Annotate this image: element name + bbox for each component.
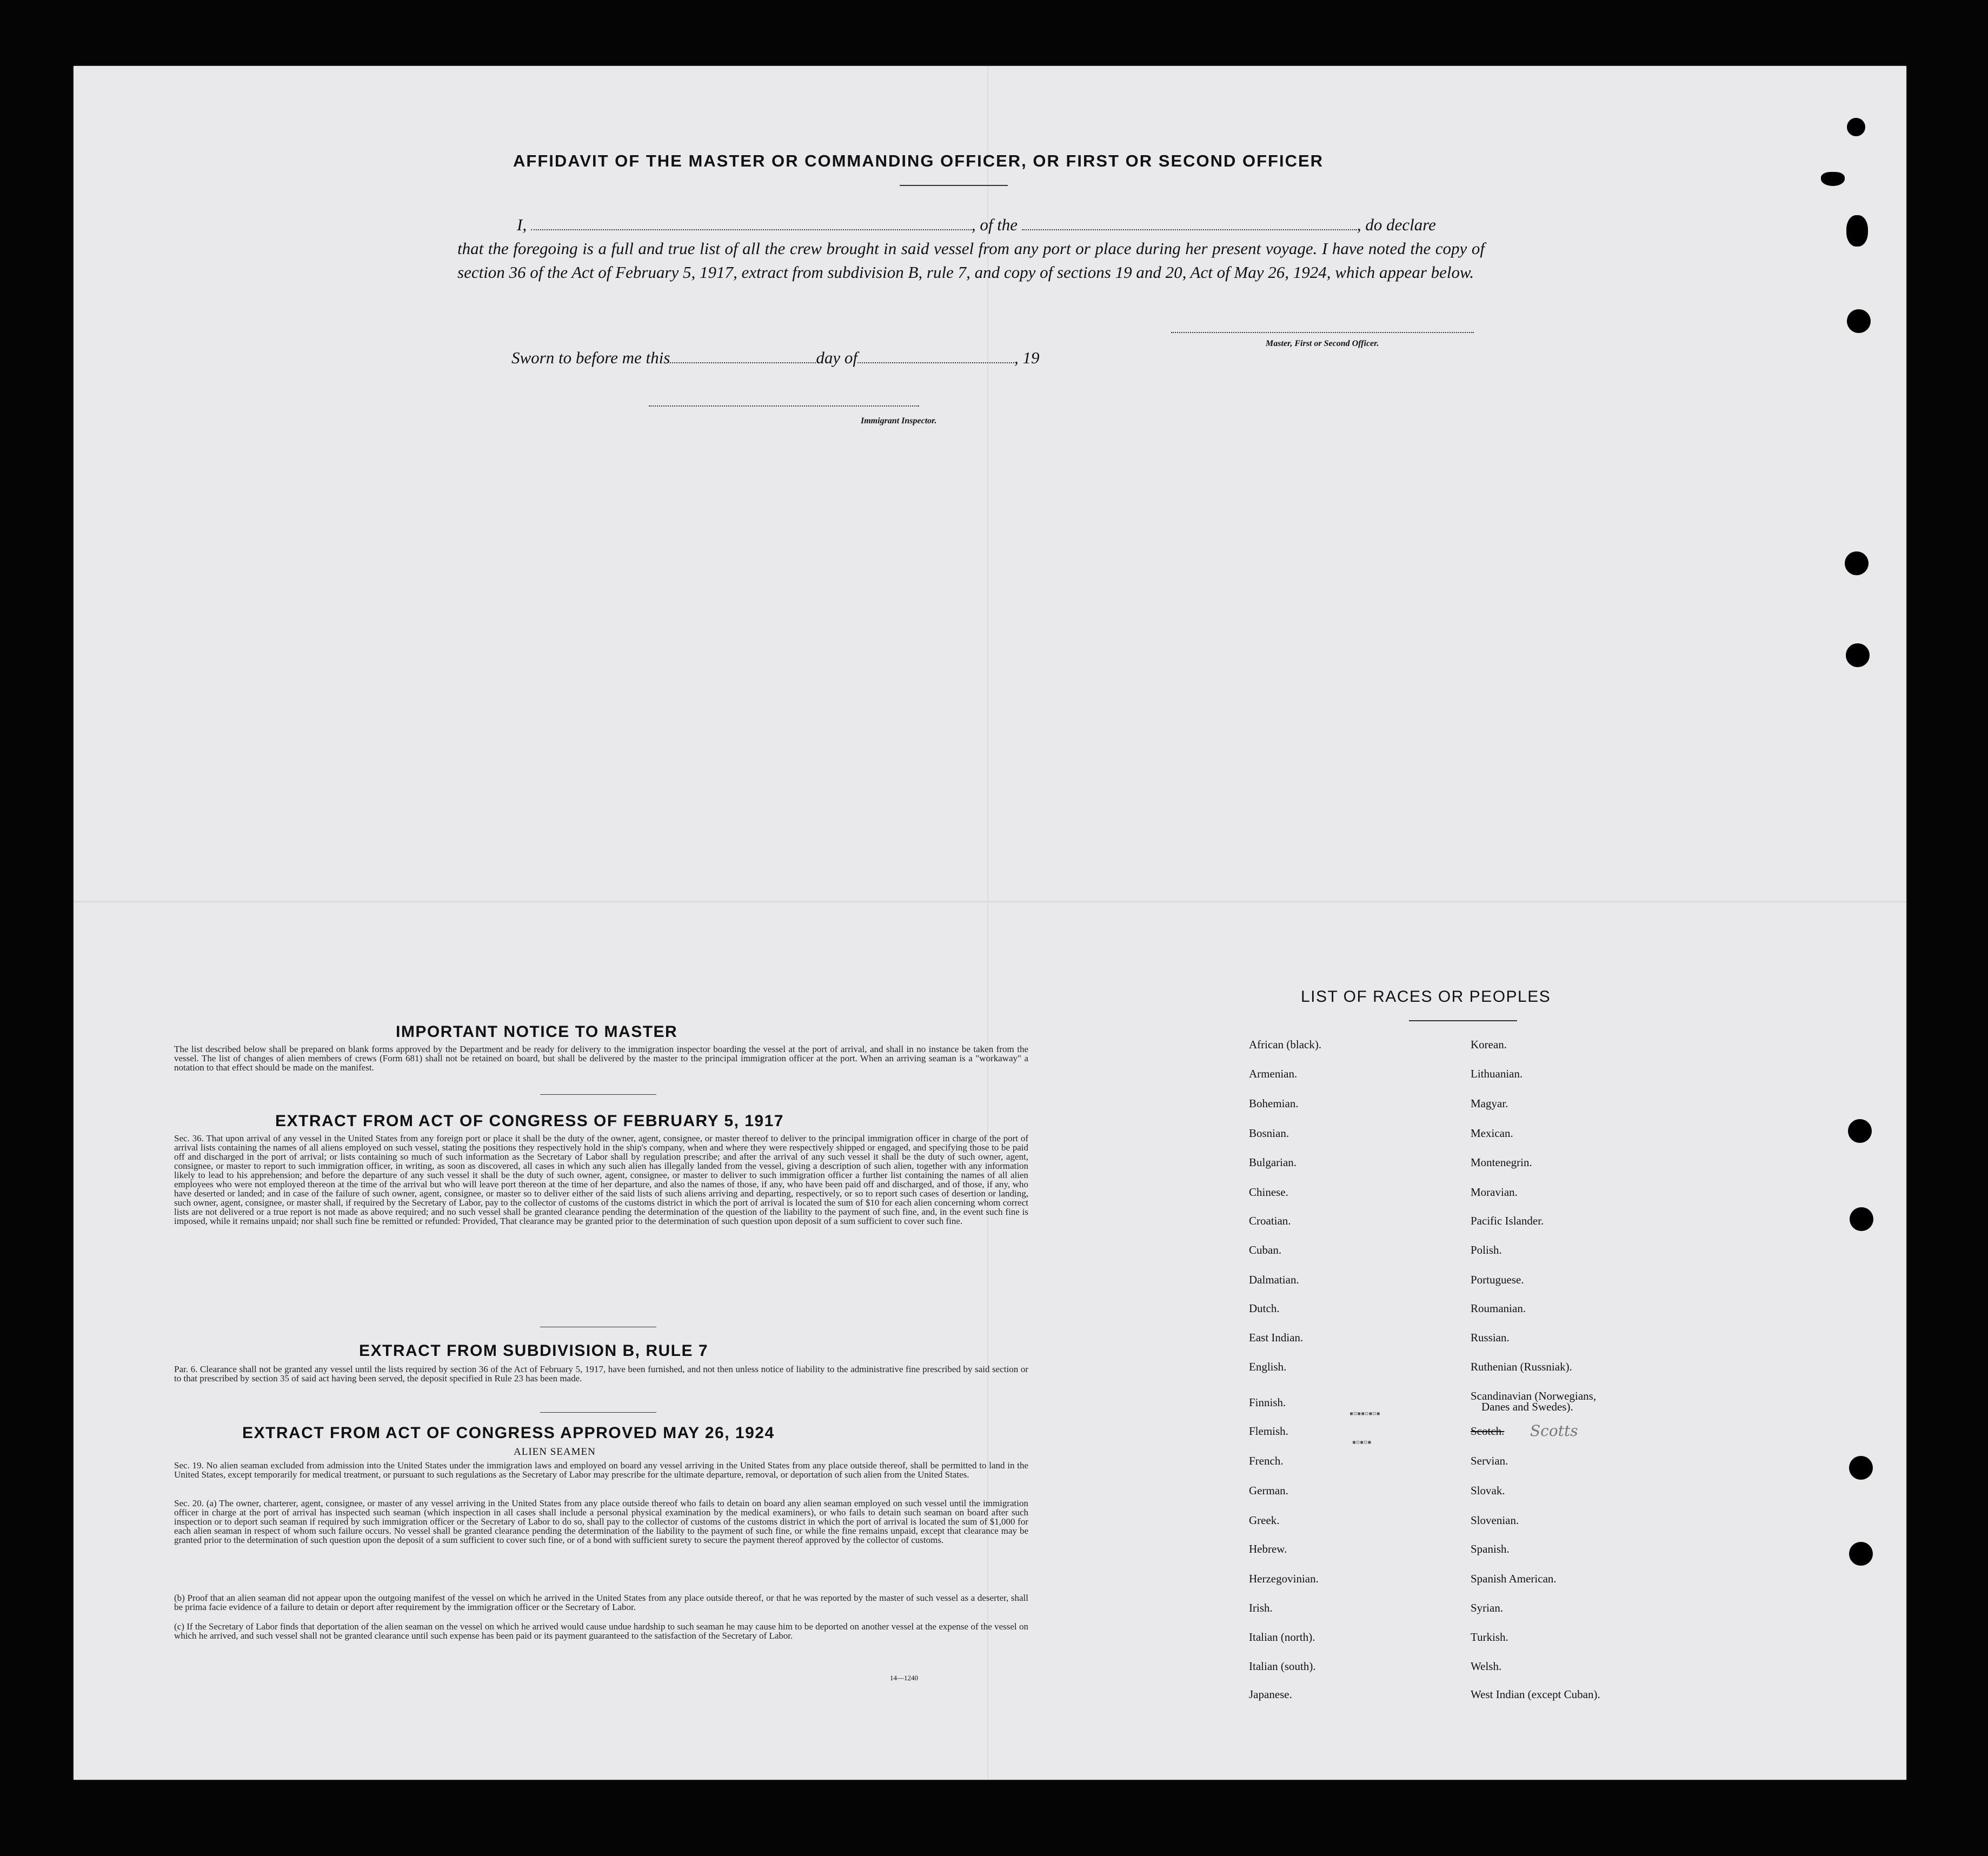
extract-1917-text: Sec. 36. That upon arrival of any vessel in the United States from any foreign port or place it shall be the duty of the owner, agent, consignee, or master thereof to deliver to the principal immigration officer in charge of the port of arrival lists containing the names of all aliens employed on such vessel, stating the positions they respectively hold in the ship's company, when and where they were respectively shipped or engaged, and specifying those to be paid off and discharged in the port of arrival; or lists containing so much of such information as the Secretary of Labor shall by regulation prescribe; and after the arrival of any such vessel it shall be the duty of such owner, agent, consignee, or master to report to such immigration officer, in writing, as soon as discovered, all cases in which any such alien has illegally landed from the vessel, giving a description of such alien, together with any information likely to lead to his apprehension; and before the departure of any such vessel it shall be the duty of such owner, agent, consignee, or master to deliver to such immigration officer a further list containing the names of all alien employees who were not employed thereon at the time of the arrival but who will leave port thereon at the time of her departure, and also the names of those, if any, who have been paid off and discharged, and of those, if any, who have deserted or landed; and in case of the failure of such owner, agent, consignee, or master so to deliver either of the said lists of such aliens arriving and departing, respectively, or so to report such cases of desertion or landing, such owner, agent, consignee, or master shall, if required by the Secretary of Labor, pay to the collector of customs of the customs district in which the port of arrival is located the sum of $10 for each alien concerning whom correct lists are not delivered or a true report is not made as above required; and no such vessel shall be granted clearance pending the determination of the question of the liability to the payment of such fine, and, in the event such fine is imposed, while it remains unpaid; nor shall such fine be remitted or refunded: Provided, That clearance may be granted prior to the determination of such question upon deposit of a sum sufficient to cover such fine. [174,1133,1028,1226]
race-item: Korean. [1471,1038,1507,1051]
race-item: Mexican. [1471,1127,1513,1140]
year-label: , 19 [1014,348,1040,367]
notice-text: The list described below shall be prepared on blank forms approved by the Department and be ready for delivery to the immigration inspector boarding the vessel at the port of arrival, and shall in no instance be taken from the vessel. The list of changes of alien members of crews (Form 681) shall not be retained on board, but shall be delivered by the master to the principal immigration officer at the port. When an arriving seaman is a "workaway" a notation to that effect should be made on the manifest. [174,1044,1028,1073]
master-signature-line[interactable] [1171,332,1474,333]
inspector-caption: Immigrant Inspector. [861,416,937,425]
race-item: Croatian. [1249,1214,1291,1227]
race-item: French. [1249,1454,1284,1467]
declarant-blank[interactable] [531,214,972,230]
race-item: Scotch. [1471,1425,1505,1438]
fold-line-horizontal [74,901,1906,902]
punch-hole [1846,215,1868,247]
race-item: Russian. [1471,1331,1510,1344]
race-item: Spanish. [1471,1542,1510,1555]
sworn-label: Sworn to before me this [511,348,670,367]
sworn-statement [511,347,1039,368]
form-number: 14—1240 [890,1674,918,1682]
punch-hole [1849,1456,1873,1480]
inspector-signature-line[interactable] [649,405,919,407]
extract-1917-title: EXTRACT FROM ACT OF CONGRESS OF FEBRUARY 5, 1917 [275,1112,784,1130]
day-of-label: day of [816,348,857,367]
race-item: Irish. [1249,1601,1273,1614]
race-item: East Indian. [1249,1331,1304,1344]
affidavit-text [457,213,1485,284]
race-item: Polish. [1471,1243,1502,1256]
race-item: Japanese. [1249,1688,1292,1701]
race-item: Ruthenian (Russniak). [1471,1360,1572,1373]
alien-seamen-subtitle: ALIEN SEAMEN [514,1446,596,1458]
smudge-mark: ▪▫▪▫▪ [1352,1436,1372,1448]
race-item: Greek. [1249,1514,1280,1527]
race-item: Montenegrin. [1471,1156,1532,1169]
extract-1924-title: EXTRACT FROM ACT OF CONGRESS APPROVED MAY 26, 1924 [242,1424,775,1442]
notice-title: IMPORTANT NOTICE TO MASTER [396,1023,678,1041]
race-item: Servian. [1471,1454,1508,1467]
extract-1924-sec20b: (b) Proof that an alien seaman did not appear upon the outgoing manifest of the vessel on which he arrived in the United States from any place outside thereof, or that he was reported by the master of such vessel as a deserter, shall be prima facie evidence of a failure to detain or deport after requirement by the immigration officer or the Secretary of Labor. [174,1593,1028,1612]
race-item: African (black). [1249,1038,1322,1051]
race-scandinavian-line2: Danes and Swedes). [1481,1400,1573,1413]
race-item: Portuguese. [1471,1273,1524,1286]
affidavit-title: AFFIDAVIT OF THE MASTER OR COMMANDING OFFICER, OR FIRST OR SECOND OFFICER [513,151,1324,170]
race-item: German. [1249,1484,1288,1497]
handwritten-scotch-note: Scotts [1530,1422,1578,1440]
race-item: Magyar. [1471,1097,1508,1110]
punch-hole [1846,643,1870,667]
race-item: Dutch. [1249,1302,1280,1315]
race-item: Bohemian. [1249,1097,1299,1110]
extract-1924-sec20c: (c) If the Secretary of Labor finds that deportation of the alien seaman on the vessel on which he arrived would cause undue hardship to such seaman he may cause him to be deported on another vessel at the expense of the vessel on which he arrived, and such vessel shall not be granted clearance until such expense has been paid or its payment guaranteed to the satisfaction of the Secretary of Labor. [174,1621,1028,1641]
race-item: Spanish American. [1471,1572,1557,1585]
race-item: Bulgarian. [1249,1156,1297,1169]
race-item: Moravian. [1471,1186,1518,1199]
punch-hole [1845,551,1869,575]
race-item: Syrian. [1471,1601,1504,1614]
race-item: Dalmatian. [1249,1273,1299,1286]
race-item: Turkish. [1471,1631,1508,1644]
race-item: Italian (south). [1249,1660,1316,1673]
race-item: English. [1249,1360,1287,1373]
races-title-underline [1409,1020,1517,1021]
punch-hole [1848,1119,1872,1143]
race-item: Scandinavian (Norwegians, [1471,1389,1597,1402]
extract-1924-sec19: Sec. 19. No alien seaman excluded from admission into the United States under the immigration laws and employed on board any vessel arriving in the United States from any place outside thereof, shall be permitted to land in the United States, except temporarily for medical treatment, or pursuant to such regulations as the Secretary of Labor may prescribe for the ultimate departure, removal, or deportation of such alien from the United States. [174,1460,1028,1480]
race-item: Cuban. [1249,1243,1282,1256]
form-sheet [74,66,1906,1780]
subdivision-b-title: EXTRACT FROM SUBDIVISION B, RULE 7 [359,1342,709,1360]
race-item: Bosnian. [1249,1127,1289,1140]
affidavit-body-text: that the foregoing is a full and true list of all the crew brought in said vessel from any port or place during her present voyage. I have noted the copy of section 36 of the Act of February 5, 1917, extract from subdivision B, rule 7, and copy of sections 19 and 20, Act of May 26, 1924, which appear below. [457,239,1485,282]
sworn-day-blank[interactable] [670,347,816,363]
sworn-month-blank[interactable] [857,347,1014,363]
title-underline [900,185,1008,186]
punch-hole [1847,118,1865,136]
vessel-blank[interactable] [1022,214,1357,230]
race-item: Flemish. [1249,1425,1288,1438]
race-item: Lithuanian. [1471,1067,1523,1080]
declarant-label: I, [517,215,527,234]
master-caption: Master, First or Second Officer. [1266,339,1379,348]
notice-divider [540,1094,656,1095]
subdivision-b-divider [540,1412,656,1413]
punch-hole [1849,1542,1873,1566]
race-item: Slovenian. [1471,1514,1519,1527]
declare-label: , do declare [1357,215,1436,234]
punch-hole [1821,172,1845,186]
race-item: Chinese. [1249,1186,1288,1199]
race-item: Italian (north). [1249,1631,1315,1644]
race-item: Hebrew. [1249,1542,1287,1555]
smudge-mark: ▪▫▪▪▫▪▫▪ [1349,1408,1380,1420]
race-item: Armenian. [1249,1067,1298,1080]
punch-hole [1847,309,1871,333]
races-title: LIST OF RACES OR PEOPLES [1301,988,1551,1006]
race-item: Pacific Islander. [1471,1214,1544,1227]
race-item: West Indian (except Cuban). [1471,1688,1600,1701]
race-item: Slovak. [1471,1484,1505,1497]
race-item: Roumanian. [1471,1302,1526,1315]
race-item: Herzegovinian. [1249,1572,1319,1585]
race-item: Welsh. [1471,1660,1502,1673]
vessel-label: , of the [971,215,1018,234]
punch-hole [1850,1207,1873,1231]
extract-1924-sec20a: Sec. 20. (a) The owner, charterer, agent, consignee, or master of any vessel arriving in the United States from any place outside thereof who fails to detain on board any alien seaman employed on such vessel until the immigration officer in charge at the port of arrival has inspected such seaman (which inspection in all cases shall include a personal physical examination by the medical examiners), or who fails to detain such seaman on board after such inspection or to deport such seaman if required by such immigration officer or the Secretary of Labor to do so, shall pay to the collector of customs of the customs district in which the port of arrival is located the sum of $1,000 for each alien seaman in respect of whom such failure occurs. No vessel shall be granted clearance pending the determination of the liability to the payment of such fine, or while the fine remains unpaid, except that clearance may be granted prior to the determination of such question upon the deposit of a sum sufficient to cover such fine, or of a bond with sufficient surety to secure the payment thereof approved by the collector of customs. [174,1498,1028,1545]
race-item: Finnish. [1249,1396,1286,1409]
subdivision-b-text: Par. 6. Clearance shall not be granted any vessel until the lists required by section 36 of the Act of February 5, 1917, have been furnished, and not then unless notice of liability to the administrative fine prescribed by said section or to that prescribed by section 35 of said act having been served, the deposit specified in Rule 23 has been made. [174,1364,1028,1383]
